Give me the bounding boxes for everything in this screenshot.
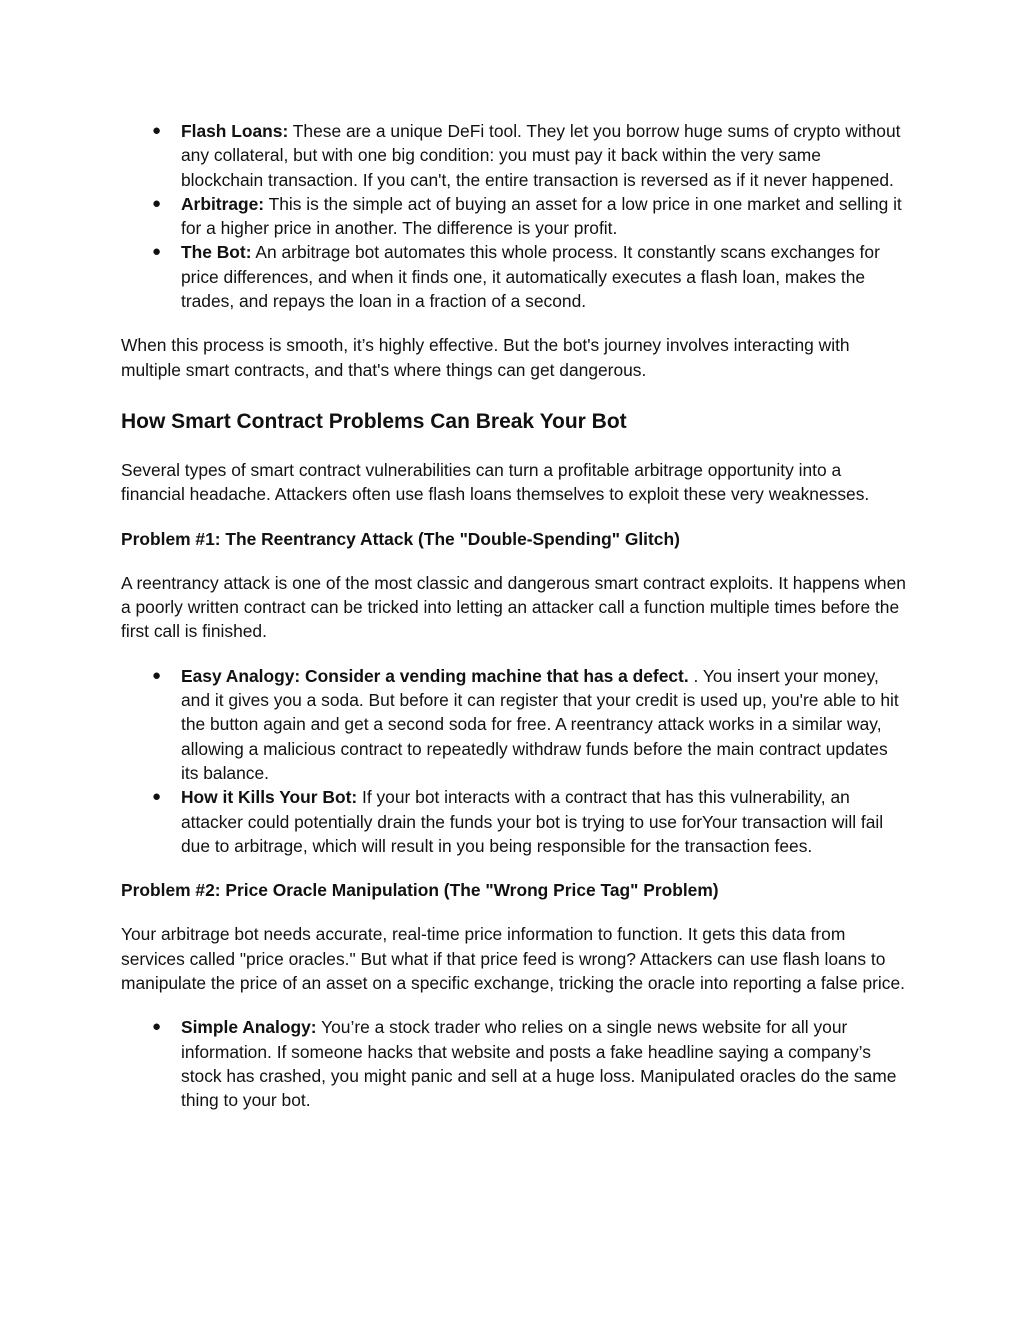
bullet-term: Arbitrage: bbox=[181, 193, 265, 214]
bullet-icon: ● bbox=[152, 194, 162, 212]
problem2-bullet-list bbox=[121, 1015, 907, 1112]
problem2-paragraph: Your arbitrage bot needs accurate, real-time price information to function. It gets this data from services called "price oracles." But what if that price feed is wrong? Attackers can use flash loans to manipulate the price of an asset on a specific exchange, tricking the oracle into reporting a false price. bbox=[121, 924, 905, 994]
bullet-icon: ● bbox=[152, 788, 162, 806]
intro-paragraph: When this process is smooth, it’s highly effective. But the bot's journey involves interacting with multiple smart contracts, and that's where things can get dangerous. bbox=[121, 335, 850, 380]
problem2-heading: Problem #2: Price Oracle Manipulation (The "Wrong Price Tag" Problem) bbox=[121, 880, 719, 901]
bullet-term: Easy Analogy: Consider a vending machine that has a defect. bbox=[181, 665, 689, 686]
bullet-icon: ● bbox=[152, 1018, 162, 1036]
bullet-term: The Bot: bbox=[181, 242, 252, 263]
bullet-text: . You insert your money, and it gives you a soda. But before it can register that your credit is used up, you're able to hit the button again and get a second soda for free. A reentrancy attack works in a similar way, allowing a malicious contract to repeatedly withdraw funds before the main contract updates its balance. bbox=[181, 665, 899, 783]
list-item-easy-analogy bbox=[121, 664, 907, 785]
document-page bbox=[121, 119, 907, 1113]
bullet-text: You’re a stock trader who relies on a single news website for all your information. If someone hacks that website and posts a fake headline saying a company’s stock has crashed, you might panic and sell at a huge loss. Manipulated oracles do the same thing to your bot. bbox=[181, 1017, 897, 1111]
bullet-term: Flash Loans: bbox=[181, 121, 289, 141]
bullet-term: How it Kills Your Bot: bbox=[181, 787, 358, 808]
list-item-flash-loans bbox=[121, 119, 907, 192]
problem1-bullet-list bbox=[121, 664, 907, 858]
problem1-heading: Problem #1: The Reentrancy Attack (The "Double-Spending" Glitch) bbox=[121, 528, 680, 549]
intro-bullet-list bbox=[121, 119, 907, 313]
problem1-paragraph: A reentrancy attack is one of the most classic and dangerous smart contract exploits. It happens when a poorly written contract can be tricked into letting an attacker call a function multiple times before the first call is finished. bbox=[121, 572, 906, 642]
bullet-text: An arbitrage bot automates this whole process. It constantly scans exchanges for price differences, and when it finds one, it automatically executes a flash loan, makes the trades, and repays the loan in a fraction of a second. bbox=[181, 242, 880, 312]
bullet-text: These are a unique DeFi tool. They let you borrow huge sums of crypto without any collateral, but with one big condition: you must pay it back within the very same blockchain transaction. If you can't, the entire transaction is reversed as if it never happened. bbox=[181, 121, 901, 190]
bullet-icon: ● bbox=[152, 666, 162, 684]
bullet-text: If your bot interacts with a contract that has this vulnerability, an attacker could potentially drain the funds your bot is trying to use forYour transaction will fail due to arbitrage, which will result in you being responsible for the transaction fees. bbox=[181, 787, 884, 856]
list-item-the-bot bbox=[121, 240, 907, 313]
bullet-icon: ● bbox=[152, 243, 162, 261]
bullet-icon: ● bbox=[152, 122, 162, 139]
section-heading: How Smart Contract Problems Can Break Your Bot bbox=[121, 409, 627, 433]
list-item-arbitrage bbox=[121, 192, 907, 241]
bullet-text: This is the simple act of buying an asset for a low price in one market and selling it for a higher price in another. The difference is your profit. bbox=[181, 193, 902, 239]
section-paragraph: Several types of smart contract vulnerabilities can turn a profitable arbitrage opportunity into a financial headache. Attackers often use flash loans themselves to exploit these very weaknesses. bbox=[121, 459, 870, 505]
list-item-simple-analogy bbox=[121, 1015, 907, 1112]
bullet-term: Simple Analogy: bbox=[181, 1017, 317, 1038]
list-item-how-it-kills bbox=[121, 785, 907, 858]
